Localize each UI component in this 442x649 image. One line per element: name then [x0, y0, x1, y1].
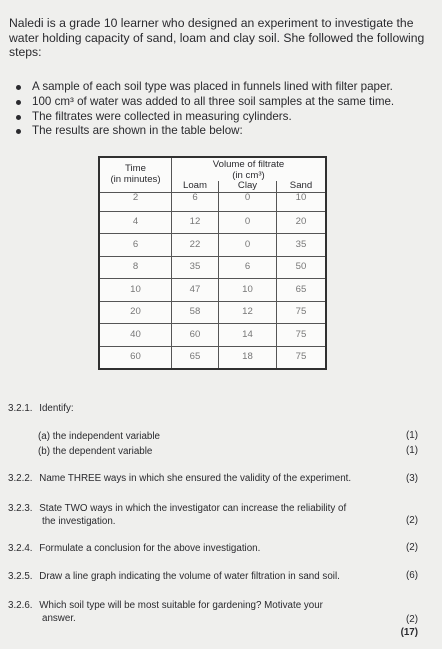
question-number: 3.2.2. — [8, 473, 33, 484]
sand-cell: 75 — [277, 301, 327, 324]
clay-cell: 6 — [219, 256, 277, 279]
loam-cell: 47 — [172, 279, 219, 302]
table-row — [99, 301, 326, 324]
table-row — [99, 346, 326, 369]
step-item: The filtrates were collected in measuring cylinders. — [14, 110, 434, 125]
loam-cell: 22 — [172, 234, 219, 257]
time-header-line1: Time — [125, 163, 146, 175]
question-text: Draw a line graph indicating the volume of water filtration in sand soil. — [39, 571, 340, 582]
time-cell: 20 — [99, 301, 172, 324]
total-marks: (17) — [400, 627, 418, 638]
sand-cell: 75 — [277, 346, 327, 369]
question-3-2-6 — [8, 600, 428, 612]
sand-cell: 10 — [277, 192, 327, 211]
volume-header — [172, 157, 327, 181]
step-item: The results are shown in the table below: — [14, 124, 434, 139]
time-cell: 40 — [99, 324, 172, 347]
sand-cell: 65 — [277, 279, 327, 302]
loam-cell: 65 — [172, 346, 219, 369]
table-row — [99, 256, 326, 279]
question-3-2-1a: (a) the independent variable — [38, 431, 161, 442]
clay-cell: 18 — [219, 346, 277, 369]
question-3-2-5 — [8, 571, 428, 583]
step-item: 100 cm³ of water was added to all three soil samples at the same time. — [14, 95, 434, 110]
loam-cell: 58 — [172, 301, 219, 324]
marks-3-2-2: (3) — [406, 473, 418, 484]
column-header-clay: Clay — [219, 181, 277, 192]
marks-3-2-4: (2) — [406, 542, 418, 553]
marks-3-2-1a: (1) — [406, 430, 418, 441]
question-text: Formulate a conclusion for the above investigation. — [39, 543, 261, 554]
sand-cell: 20 — [277, 211, 327, 234]
column-header-loam: Loam — [172, 181, 219, 192]
time-cell: 6 — [99, 234, 172, 257]
question-number: 3.2.5. — [8, 571, 33, 582]
question-3-2-3 — [8, 503, 428, 515]
question-number: 3.2.6. — [8, 600, 33, 611]
sand-cell: 50 — [277, 256, 327, 279]
table-row — [99, 192, 326, 211]
question-3-2-6-continued: answer. — [42, 613, 76, 624]
time-header-line2: (in minutes) — [110, 173, 161, 185]
marks-3-2-3: (2) — [406, 515, 418, 526]
clay-cell: 0 — [219, 211, 277, 234]
question-number: 3.2.1. — [8, 403, 33, 414]
question-3-2-2 — [8, 473, 428, 485]
column-header-sand: Sand — [277, 181, 327, 192]
time-cell: 10 — [99, 279, 172, 302]
volume-header-line1: Volume of filtrate — [212, 159, 285, 170]
question-3-2-3-continued: the investigation. — [42, 516, 116, 527]
question-number: 3.2.4. — [8, 543, 33, 554]
question-number: 3.2.3. — [8, 503, 33, 514]
time-cell: 4 — [99, 211, 172, 234]
table-row — [99, 211, 326, 234]
loam-cell: 35 — [172, 256, 219, 279]
clay-cell: 0 — [219, 192, 277, 211]
question-3-2-1 — [8, 403, 428, 415]
clay-cell: 12 — [219, 301, 277, 324]
question-text: Which soil type will be most suitable for gardening? Motivate your — [39, 600, 323, 611]
intro-paragraph: Naledi is a grade 10 learner who designed an experiment to investigate the water holding capacity of sand, loam and clay soil. She followed the following steps: — [9, 16, 425, 59]
question-3-2-1b: (b) the dependent variable — [38, 446, 153, 457]
question-3-2-4 — [8, 543, 428, 555]
question-text: State TWO ways in which the investigator can increase the reliability of — [39, 503, 347, 514]
marks-3-2-6: (2) — [406, 614, 418, 625]
clay-cell: 10 — [219, 279, 277, 302]
step-item: A sample of each soil type was placed in funnels lined with filter paper. — [14, 80, 434, 95]
loam-cell: 60 — [172, 324, 219, 347]
question-text: Name THREE ways in which she ensured the validity of the experiment. — [39, 473, 352, 484]
sand-cell: 75 — [277, 324, 327, 347]
question-text: Identify: — [39, 403, 74, 414]
results-table — [98, 156, 327, 370]
table-row — [99, 234, 326, 257]
sand-cell: 35 — [277, 234, 327, 257]
clay-cell: 0 — [219, 234, 277, 257]
time-cell: 8 — [99, 256, 172, 279]
volume-header-line2: (in cm³) — [232, 169, 265, 181]
loam-cell: 6 — [172, 192, 219, 211]
time-cell: 60 — [99, 346, 172, 369]
steps-list — [14, 80, 434, 139]
marks-3-2-1b: (1) — [406, 445, 418, 456]
loam-cell: 12 — [172, 211, 219, 234]
table-row — [99, 279, 326, 302]
clay-cell: 14 — [219, 324, 277, 347]
time-cell: 2 — [99, 192, 172, 211]
table-row — [99, 324, 326, 347]
marks-3-2-5: (6) — [406, 570, 418, 581]
time-header — [99, 157, 172, 192]
